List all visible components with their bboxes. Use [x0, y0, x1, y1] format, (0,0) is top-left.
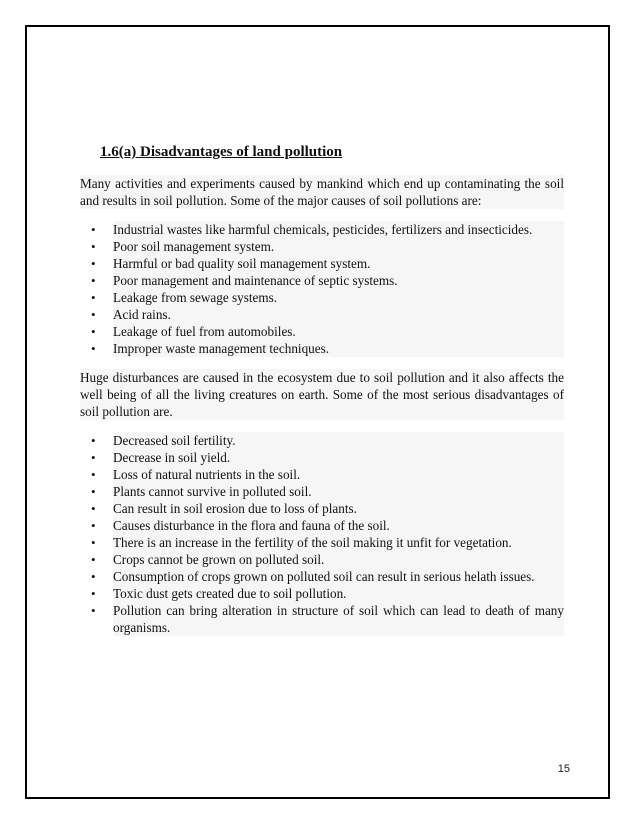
bullet-icon: • — [91, 341, 96, 356]
list-item: • Plants cannot survive in polluted soil. — [113, 483, 564, 500]
list-item: • Improper waste management techniques. — [113, 340, 564, 357]
bullet-icon: • — [91, 586, 96, 601]
list-item: • Consumption of crops grown on polluted soil can result in serious helath issues. — [113, 568, 564, 585]
bullet-icon: • — [91, 324, 96, 339]
list-item: • There is an increase in the fertility of the soil making it unfit for vegetation. — [113, 534, 564, 551]
disadvantages-list — [80, 432, 564, 636]
bullet-icon: • — [91, 484, 96, 499]
bullet-icon: • — [91, 552, 96, 567]
bullet-icon: • — [91, 290, 96, 305]
list-item: • Toxic dust gets created due to soil pollution. — [113, 585, 564, 602]
list-item: • Harmful or bad quality soil management system. — [113, 255, 564, 272]
list-item: • Leakage from sewage systems. — [113, 289, 564, 306]
list-item: • Poor management and maintenance of septic systems. — [113, 272, 564, 289]
bullet-icon: • — [91, 239, 96, 254]
list-item: • Acid rains. — [113, 306, 564, 323]
bullet-icon: • — [91, 222, 96, 237]
bullet-icon: • — [91, 569, 96, 584]
bullet-icon: • — [91, 467, 96, 482]
bullet-icon: • — [91, 501, 96, 516]
bullet-icon: • — [91, 535, 96, 550]
bullet-icon: • — [91, 518, 96, 533]
list-item: • Causes disturbance in the flora and fauna of the soil. — [113, 517, 564, 534]
bullet-icon: • — [91, 433, 96, 448]
bullet-icon: • — [91, 450, 96, 465]
bullet-icon: • — [91, 603, 96, 618]
bullet-icon: • — [91, 307, 96, 322]
list-item: • Industrial wastes like harmful chemicals, pesticides, fertilizers and insecticides. — [113, 221, 564, 238]
list-item: • Can result in soil erosion due to loss of plants. — [113, 500, 564, 517]
intro-paragraph: Many activities and experiments caused by mankind which end up contaminating the soil and results in soil pollution. Some of the major causes of soil pollutions are: — [80, 176, 564, 208]
list-item: • Loss of natural nutrients in the soil. — [113, 466, 564, 483]
list-item: • Decreased soil fertility. — [113, 432, 564, 449]
list-item: • Poor soil management system. — [113, 238, 564, 255]
list-item: • Leakage of fuel from automobiles. — [113, 323, 564, 340]
list-item: • Decrease in soil yield. — [113, 449, 564, 466]
list-item: • Crops cannot be grown on polluted soil. — [113, 551, 564, 568]
section-heading: 1.6(a) Disadvantages of land pollution — [100, 144, 343, 160]
list-item: • Pollution can bring alteration in structure of soil which can lead to death of many organisms. — [91, 603, 564, 635]
causes-list — [80, 221, 564, 357]
second-paragraph: Huge disturbances are caused in the ecosystem due to soil pollution and it also affects the well being of all the living creatures on earth. Some of the most serious disadvantages of soil pollution are. — [80, 370, 564, 419]
bullet-icon: • — [91, 256, 96, 271]
document-content — [80, 143, 564, 648]
page-number: 15 — [557, 763, 570, 775]
bullet-icon: • — [91, 273, 96, 288]
